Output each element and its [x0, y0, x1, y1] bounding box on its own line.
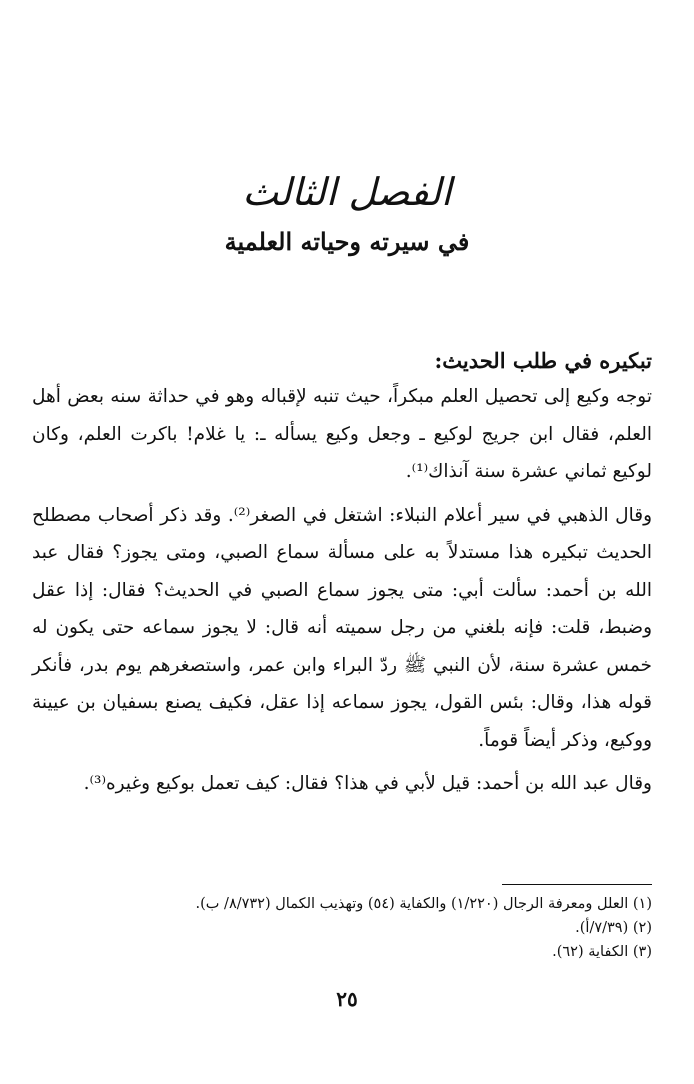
footnote-1: (١) العلل ومعرفة الرجال (١/٢٢٠) والكفاية (٥٤) وتهذيب الكمال (٨/٧٣٢/ ب). [195, 896, 652, 912]
section-heading: تبكيره في طلب الحديث: [434, 348, 652, 373]
paragraph-2: وقال الذهبي في سير أعلام النبلاء: اشتغل في الصغر⁽²⁾. وقد ذكر أصحاب مصطلح الحديث تبكيره هذا مستدلاً به على مسألة سماع الصبي، ومتى يجوز؟ فقال عبد الله بن أحمد: سألت أبي: متى يجوز سماع الصبي في الحديث؟ فقال: إذا عقل وضبط، قلت: فإنه بلغني من رجل سميته أنه قال: لا يجوز سماعه حتى يكون له خمس عشرة سنة، لأن النبي ﷺ ردّ البراء وابن عمر، واستصغرهم يوم بدر، فأنكر قوله هذا، وقال: بئس القول، يجوز سماعه إذا عقل، فكيف يصنع بسفيان بن عيينة ووكيع، وذكر أيضاً قوماً. [32, 504, 652, 751]
footnote-3: (٣) الكفاية (٦٢). [552, 944, 652, 960]
page-number: ٢٥ [336, 987, 358, 1011]
chapter-subtitle: في سيرته وحياته العلمية [224, 227, 470, 256]
paragraph-3: وقال عبد الله بن أحمد: قيل لأبي في هذا؟ فقال: كيف تعمل بوكيع وغيره⁽³⁾. [83, 773, 652, 794]
chapter-title: الفصل الثالث [242, 170, 452, 214]
footnote-divider [502, 884, 652, 885]
paragraph-1: توجه وكيع إلى تحصيل العلم مبكراً، حيث تنبه لإقباله وهو في حداثة سنه بعض أهل العلم، فقال ابن جريج لوكيع ـ وجعل وكيع يسأله ـ: يا غلام! باكرت العلم، وكان لوكيع ثماني عشرة سنة آنذاك⁽¹⁾. [32, 386, 652, 482]
body-text [32, 378, 652, 809]
footnote-2: (٢) (٧/٣٩/أ). [575, 920, 652, 936]
footnotes [32, 892, 652, 964]
